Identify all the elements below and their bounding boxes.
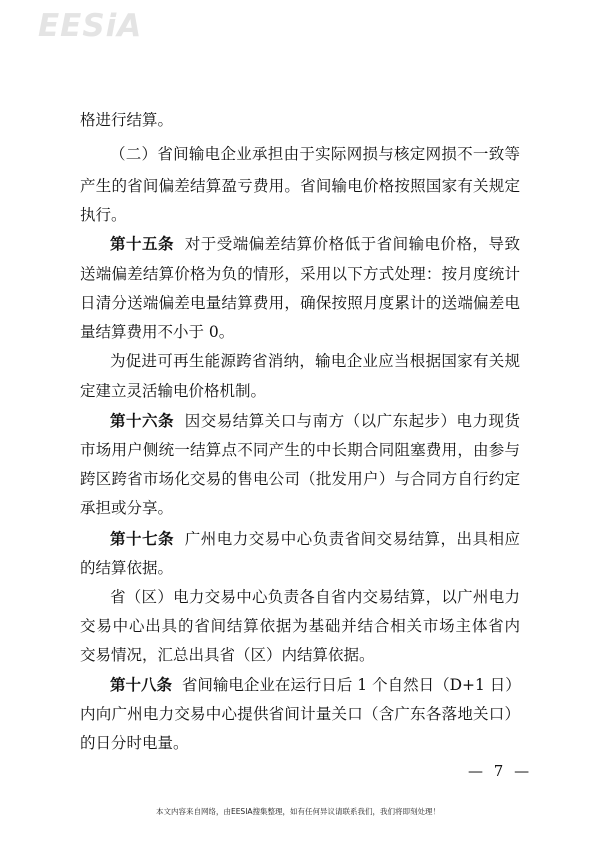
text-line: 日清分送端偏差电量结算费用，确保按照月度累计的送端偏差电 bbox=[80, 294, 520, 312]
article-16-heading: 第十六条 bbox=[110, 412, 174, 430]
text-line: 因交易结算关口与南方（以广东起步）电力现货 bbox=[184, 412, 520, 430]
text-line: 省间输电企业在运行日后 1 个自然日（D+1 日） bbox=[181, 676, 521, 694]
text-line: 送端偏差结算价格为负的情形，采用以下方式处理：按月度统计 bbox=[80, 265, 520, 283]
text-line: 执行。 bbox=[80, 206, 127, 224]
text-line: 的日分时电量。 bbox=[80, 734, 189, 752]
text-line: 定建立灵活输电价格机制。 bbox=[80, 382, 267, 400]
article-17-first-line bbox=[110, 529, 520, 549]
text-line: 格进行结算。 bbox=[80, 111, 174, 129]
article-15-heading: 第十五条 bbox=[110, 235, 174, 253]
article-16-first-line bbox=[110, 411, 520, 431]
text-line: 交易中心出具的省间结算依据为基础并结合相关市场主体省内 bbox=[80, 617, 520, 635]
page-number: — 7 — bbox=[468, 762, 533, 780]
text-line: 对于受端偏差结算价格低于省间输电价格，导致 bbox=[184, 235, 520, 253]
text-line: 为促进可再生能源跨省消纳，输电企业应当根据国家有关规 bbox=[110, 352, 520, 370]
text-line: 承担或分享。 bbox=[80, 499, 174, 517]
article-18-heading: 第十八条 bbox=[110, 676, 173, 694]
text-line: 交易情况，汇总出具省（区）内结算依据。 bbox=[80, 646, 375, 664]
article-15-first-line bbox=[110, 234, 520, 254]
text-line: 省（区）电力交易中心负责各自省内交易结算，以广州电力 bbox=[110, 588, 520, 606]
article-18-first-line bbox=[110, 675, 520, 695]
footer-disclaimer: 本文内容来自网络，由EESIA搜集整理，如有任何异议请联系我们，我们将即刻处理！ bbox=[155, 807, 441, 816]
text-line: 的结算依据。 bbox=[80, 559, 174, 577]
text-line: （二）省间输电企业承担由于实际网损与核定网损不一致等 bbox=[110, 145, 520, 163]
text-line: 内向广州电力交易中心提供省间计量关口（含广东各落地关口） bbox=[80, 705, 520, 723]
article-17-heading: 第十七条 bbox=[110, 530, 174, 548]
text-line: 产生的省间偏差结算盈亏费用。省间输电价格按照国家有关规定 bbox=[80, 177, 520, 195]
text-line: 广州电力交易中心负责省间交易结算，出具相应 bbox=[184, 530, 520, 548]
text-line: 市场用户侧统一结算点不同产生的中长期合同阻塞费用，由参与 bbox=[80, 441, 520, 459]
eesia-logo-watermark: EESiA bbox=[38, 8, 143, 44]
text-line: 跨区跨省市场化交易的售电公司（批发用户）与合同方自行约定 bbox=[80, 470, 520, 488]
text-line: 量结算费用不小于 0。 bbox=[80, 323, 235, 341]
